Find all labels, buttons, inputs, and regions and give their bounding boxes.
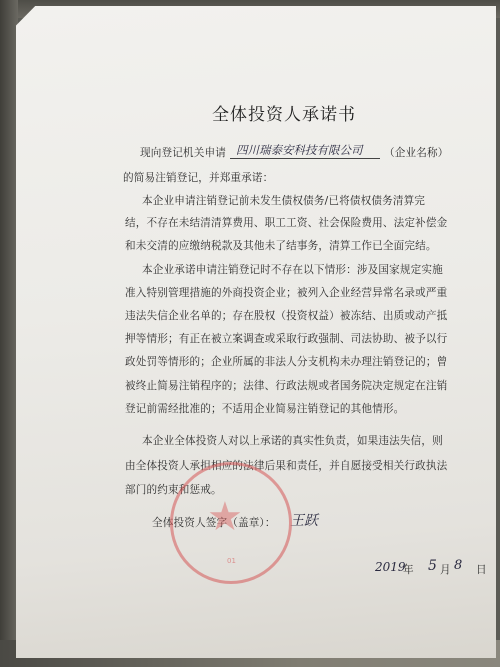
company-label: （企业名称）: [384, 147, 449, 159]
paragraph2-line: 违法失信企业名单的；存在股权（投资权益）被冻结、出质或动产抵: [125, 310, 448, 322]
paragraph2-line: 政处罚等情形的；企业所属的非法人分支机构未办理注销登记的；曾: [125, 356, 448, 368]
paragraph3-line: 由全体投资人承担相应的法律后果和责任，并自愿接受相关行政执法: [125, 460, 448, 472]
company-seal-stamp: [170, 462, 292, 584]
paragraph1-line: 和未交清的应缴纳税款及其他未了结事务，清算工作已全面完结。: [125, 240, 437, 252]
paragraph2-line: 本企业承诺申请注销登记时不存在以下情形：涉及国家规定实施: [142, 264, 443, 276]
date-month-unit: 月: [440, 564, 451, 576]
intro-suffix: 的简易注销登记，并郑重承诺：: [123, 172, 274, 184]
paragraph2-line: 押等情形；有正在被立案调查或采取行政强制、司法协助、被予以行: [125, 333, 448, 345]
signature-handwritten: 王跃: [290, 513, 318, 529]
paragraph3-line: 本企业全体投资人对以上承诺的真实性负责，如果违法失信，则: [142, 435, 443, 447]
document-title: 全体投资人承诺书: [212, 105, 356, 125]
paragraph2-line: 被终止简易注销程序的；法律、行政法规或者国务院决定规定在注销: [125, 380, 448, 392]
paragraph2-line: 准入特别管理措施的外商投资企业；被列入企业经营异常名录或严重: [125, 287, 448, 299]
intro-prefix: 现向登记机关申请: [140, 147, 226, 159]
paragraph1-line: 结，不存在未结清清算费用、职工工资、社会保险费用、法定补偿金: [125, 217, 448, 229]
background-left: [0, 0, 18, 667]
date-year-handwritten: 2019: [375, 560, 406, 574]
paragraph1-line: 本企业申请注销登记前未发生债权债务/已将债权债务清算完: [142, 195, 426, 207]
signature-label: 全体投资人签字（盖章）：: [152, 517, 276, 529]
company-name-underline: [230, 158, 380, 159]
date-day-handwritten: 8: [454, 558, 463, 573]
paragraph2-line: 登记前需经批准的；不适用企业简易注销登记的其他情形。: [125, 403, 405, 415]
paragraph3-line: 部门的约束和惩戒。: [125, 484, 222, 496]
date-day-unit: 日: [476, 564, 487, 576]
date-year-unit: 年: [403, 564, 414, 576]
seal-star-icon: ★: [207, 494, 243, 540]
company-name-handwritten: 四川瑞泰安科技有限公司: [236, 143, 363, 157]
date-month-handwritten: 5: [428, 558, 437, 574]
seal-number: 01: [227, 557, 236, 565]
